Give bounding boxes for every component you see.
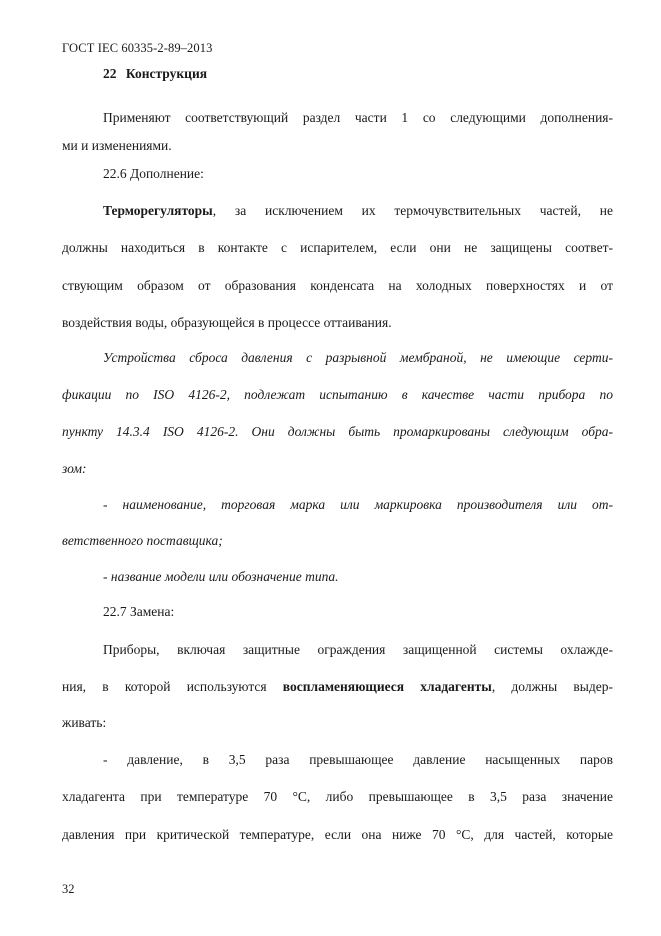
text-line: ветственного поставщика;	[62, 533, 223, 548]
section-title-text: Конструкция	[125, 66, 208, 81]
text-line: живать:	[62, 715, 107, 730]
text-line: - давление, в 3,5 раза превышающее давление насыщенных паров	[103, 752, 613, 767]
text-line: 22.7 Замена:	[103, 604, 175, 619]
text-line: фикации по ISO 4126-2, подлежат испытанию в качестве части прибора по	[62, 387, 613, 402]
text-line: ствующим образом от образования конденсата на холодных поверхностях и от	[62, 278, 613, 293]
text-line: - наименование, торговая марка или маркировка производителя или от-	[103, 497, 613, 512]
text-fragment: ния, в которой используются	[62, 679, 283, 694]
text-fragment: , должны выдер-	[491, 679, 613, 694]
text-fragment: , за исключением их термочувствительных частей, не	[212, 203, 613, 218]
page-number: 32	[62, 882, 75, 896]
text-line: ми и изменениями.	[62, 138, 172, 153]
section-heading	[103, 66, 207, 82]
text-line: должны находиться в контакте с испарителем, если они не защищены соответ-	[62, 240, 613, 255]
bold-term: воспламеняющиеся хладагенты	[282, 679, 492, 694]
text-line: воздействия воды, образующейся в процессе оттаивания.	[62, 315, 392, 330]
text-line: Устройства сброса давления с разрывной мембраной, не имеющие серти-	[103, 350, 613, 365]
text-line: Применяют соответствующий раздел части 1 со следующими дополнения-	[103, 110, 613, 125]
text-line: Приборы, включая защитные ограждения защищенной системы охлажде-	[103, 642, 613, 657]
text-line: зом:	[62, 461, 87, 476]
text-line: 22.6 Дополнение:	[103, 166, 204, 181]
text-line: хладагента при температуре 70 °С, либо превышающее в 3,5 раза значение	[62, 789, 613, 804]
text-line	[103, 203, 613, 219]
section-number: 22	[103, 66, 117, 81]
text-line: - название модели или обозначение типа.	[103, 569, 339, 584]
page-header: ГОСТ IEC 60335-2-89–2013	[62, 41, 213, 55]
text-line	[62, 679, 613, 695]
text-line: давления при критической температуре, если она ниже 70 °С, для частей, которые	[62, 827, 613, 842]
bold-term: Терморегуляторы	[103, 203, 213, 218]
text-line: пункту 14.3.4 ISO 4126-2. Они должны быть промаркированы следующим обра-	[62, 424, 613, 439]
